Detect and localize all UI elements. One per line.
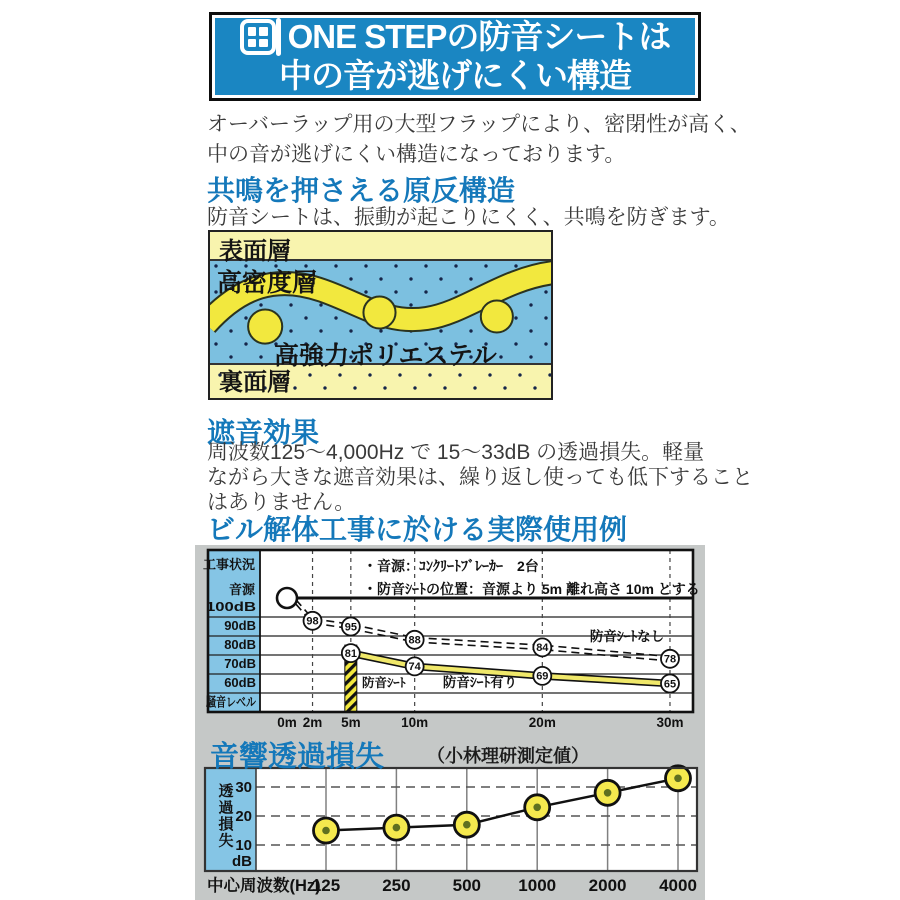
svg-text:65: 65	[663, 678, 677, 691]
intro-paragraph	[207, 110, 751, 170]
svg-text:0m: 0m	[277, 715, 297, 730]
svg-text:30: 30	[235, 779, 252, 796]
svg-text:70dB: 70dB	[224, 656, 256, 671]
svg-text:音源: 音源	[228, 582, 255, 597]
intro-line-1: オーバーラップ用の大型フラップにより、密閉性が高く、	[207, 113, 751, 136]
transmission-loss-subtitle: （小林理研測定値）	[427, 746, 589, 766]
svg-text:20: 20	[235, 808, 252, 825]
svg-text:90dB: 90dB	[224, 618, 256, 633]
resonance-body: 防音シートは、振動が起こりにくく、共鳴を防ぎます。	[207, 206, 730, 229]
svg-text:98: 98	[306, 615, 319, 628]
svg-text:250: 250	[382, 876, 411, 895]
label-high-density-layer: 高密度層	[217, 269, 318, 297]
label-surface-layer: 表面層	[219, 238, 291, 265]
svg-text:中心周波数(Hz): 中心周波数(Hz)	[207, 877, 321, 895]
insulation-body: 周波数125〜4,000Hz で 15〜33dB の透過損失。軽量 ながら大きな遮音効果は、繰り返し使っても低下すること はありません。	[207, 441, 753, 514]
svg-text:80dB: 80dB	[224, 637, 256, 652]
construction-usage-chart	[195, 545, 705, 737]
banner-title-line2: 中の音が逃げにくい構造	[279, 56, 631, 94]
svg-text:2m: 2m	[302, 715, 323, 730]
svg-text:過: 過	[218, 799, 234, 817]
svg-text:損: 損	[218, 816, 234, 833]
svg-text:60dB: 60dB	[224, 675, 256, 690]
svg-text:78: 78	[663, 653, 677, 666]
svg-text:騒音レベル: 騒音レベル	[205, 694, 257, 710]
svg-text:透: 透	[218, 783, 234, 800]
svg-text:10: 10	[235, 837, 252, 854]
svg-text:防音ｼｰﾄ有り: 防音ｼｰﾄ有り	[442, 675, 518, 690]
sound-source-point	[277, 588, 297, 608]
title-banner	[209, 12, 701, 101]
intro-line-2: 中の音が逃げにくい構造になっております。	[207, 143, 626, 166]
heading-transmission-loss: 音響透過損失	[210, 741, 385, 773]
svg-text:88: 88	[408, 634, 421, 647]
svg-text:1000: 1000	[518, 876, 557, 895]
svg-text:・音源：ｺﾝｸﾘｰﾄﾌﾞﾚｰｶｰ 2台: ・音源：ｺﾝｸﾘｰﾄﾌﾞﾚｰｶｰ 2台	[363, 558, 539, 574]
svg-text:20m: 20m	[528, 715, 556, 730]
label-polyester: 高強力ポリエステル	[274, 342, 497, 370]
svg-text:工事状況: 工事状況	[202, 557, 255, 572]
svg-text:69: 69	[536, 670, 549, 683]
svg-text:30m: 30m	[656, 715, 684, 730]
banner-title-line1: ONE STEPの防音シートは	[287, 17, 671, 55]
svg-text:・防音ｼｰﾄの位置：音源より 5m 離れ高さ 10m とする: ・防音ｼｰﾄの位置：音源より 5m 離れ高さ 10m とする	[363, 581, 700, 597]
transmission-loss-chart-panel	[195, 732, 705, 900]
banner-line-2	[279, 57, 631, 96]
svg-text:500: 500	[452, 876, 481, 895]
svg-text:74: 74	[408, 661, 421, 674]
layer-structure-diagram	[208, 230, 553, 400]
heading-usage-example: ビル解体工事に於ける実際使用例	[207, 514, 628, 545]
svg-text:95: 95	[344, 621, 357, 634]
svg-text:防音ｼｰﾄ: 防音ｼｰﾄ	[362, 676, 406, 690]
heading-resonance: 共鳴を押さえる原反構造	[207, 175, 516, 206]
svg-text:防音ｼｰﾄなし: 防音ｼｰﾄなし	[589, 629, 665, 644]
svg-text:4000: 4000	[659, 876, 697, 895]
one-step-grid-logo-icon	[240, 19, 276, 55]
svg-text:dB: dB	[232, 853, 252, 870]
svg-text:84: 84	[536, 642, 549, 655]
svg-text:2000: 2000	[588, 876, 627, 895]
label-back-layer: 裏面層	[219, 369, 291, 396]
svg-text:10m: 10m	[401, 715, 429, 730]
banner-line-1	[240, 18, 671, 57]
svg-text:失: 失	[218, 832, 234, 850]
construction-usage-chart-panel	[195, 545, 705, 737]
svg-text:125: 125	[311, 876, 341, 895]
svg-text:100dB: 100dB	[206, 599, 256, 614]
heading-insulation: 遮音効果	[207, 417, 320, 448]
svg-text:81: 81	[344, 647, 357, 660]
svg-text:5m: 5m	[341, 715, 361, 730]
